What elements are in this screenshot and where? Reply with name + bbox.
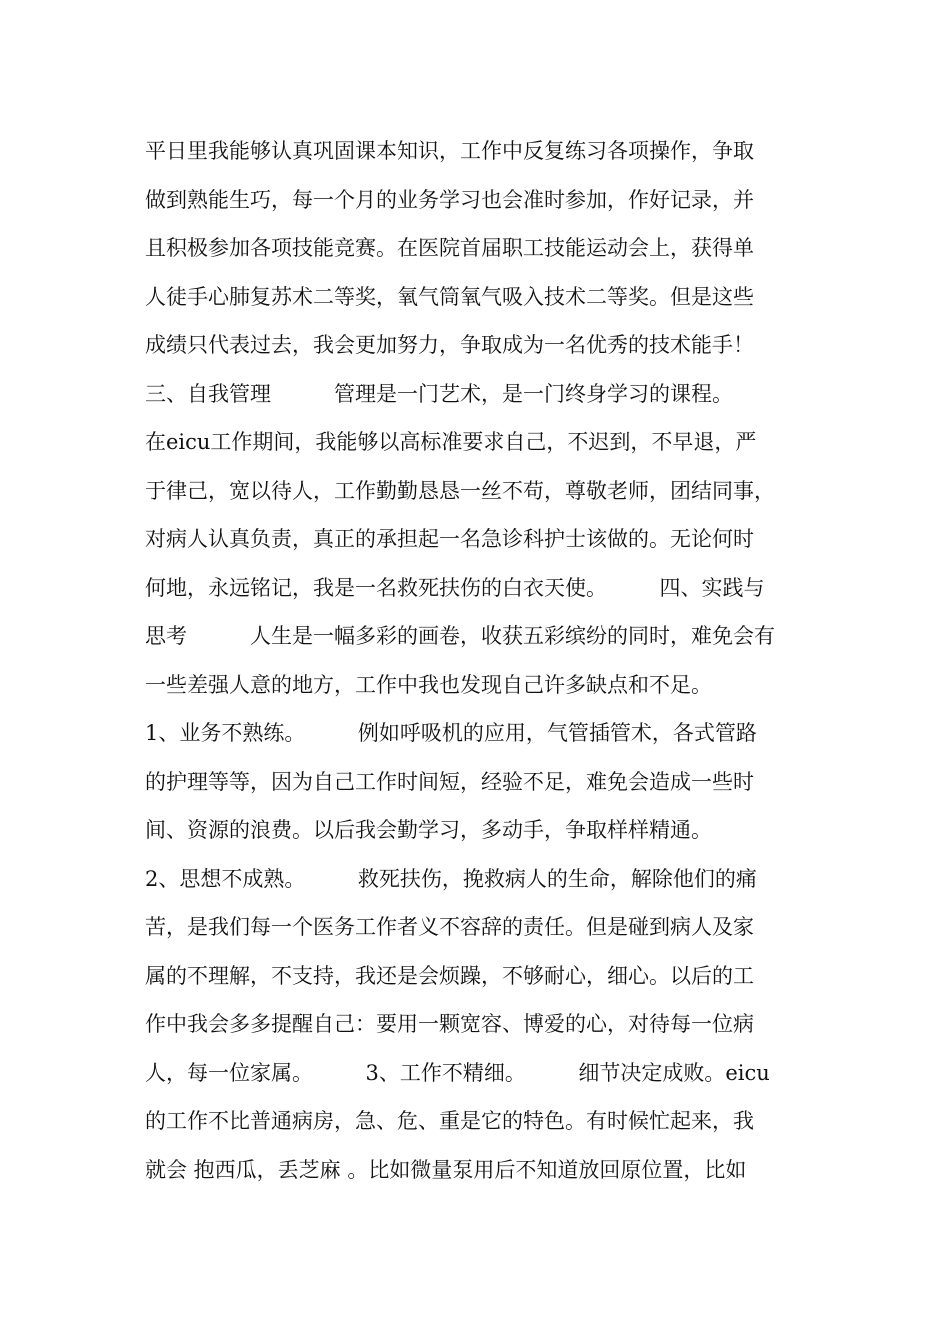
text-line: 做到熟能生巧，每一个月的业务学习也会准时参加，作好记录，并 xyxy=(145,187,754,212)
text-line: 在eicu工作期间，我能够以高标准要求自己，不迟到，不早退，严 xyxy=(145,430,757,454)
text-line: 人徒手心肺复苏术二等奖，氧气筒氧气吸入技术二等奖。但是这些 xyxy=(145,284,754,309)
text-line: 的护理等等，因为自己工作时间短，经验不足，难免会造成一些时 xyxy=(145,769,754,794)
text-line: 人，每一位家属。 3、工作不精细。 细节决定成败。eicu xyxy=(145,1060,770,1085)
text-line: 间、资源的浪费。以后我会勤学习，多动手，争取样样精通。 xyxy=(145,818,712,842)
text-line: 于律己，宽以待人，工作勤勤恳恳一丝不苟，尊敬老师，团结同事， xyxy=(145,478,775,503)
text-line: 对病人认真负责，真正的承担起一名急诊科护士该做的。无论何时 xyxy=(145,527,754,551)
text-line: 平日里我能够认真巩固课本知识，工作中反复练习各项操作，争取 xyxy=(145,139,754,163)
text-line: 的工作不比普通病房，急、危、重是它的特色。有时候忙起来，我 xyxy=(145,1109,754,1133)
text-line: 属的不理解，不支持，我还是会烦躁，不够耐心，细心。以后的工 xyxy=(145,963,754,988)
text-line: 2、思想不成熟。 救死扶伤，挽救病人的生命，解除他们的痛 xyxy=(145,866,757,891)
text-line: 作中我会多多提醒自己：要用一颗宽容、博爱的心，对待每一位病 xyxy=(145,1012,754,1036)
text-line: 一些差强人意的地方，工作中我也发现自己许多缺点和不足。 xyxy=(145,672,712,697)
text-line: 成绩只代表过去，我会更加努力，争取成为一名优秀的技术能手！ xyxy=(145,333,754,357)
text-line: 三、自我管理 管理是一门艺术，是一门终身学习的课程。 xyxy=(145,381,733,406)
text-line: 就会 抱西瓜，丢芝麻 。比如微量泵用后不知道放回原位置，比如 xyxy=(145,1157,747,1182)
text-line: 1、业务不熟练。 例如呼吸机的应用，气管插管术，各式管路 xyxy=(145,721,757,745)
body-text xyxy=(145,127,845,1194)
text-line: 且积极参加各项技能竞赛。在医院首届职工技能运动会上，获得单 xyxy=(145,236,754,260)
text-line: 苦，是我们每一个医务工作者义不容辞的责任。但是碰到病人及家 xyxy=(145,915,754,939)
text-line: 何地，永远铭记，我是一名救死扶伤的白衣天使。 四、实践与 xyxy=(145,575,765,600)
text-line: 思考 人生是一幅多彩的画卷，收获五彩缤纷的同时，难免会有 xyxy=(145,624,775,648)
